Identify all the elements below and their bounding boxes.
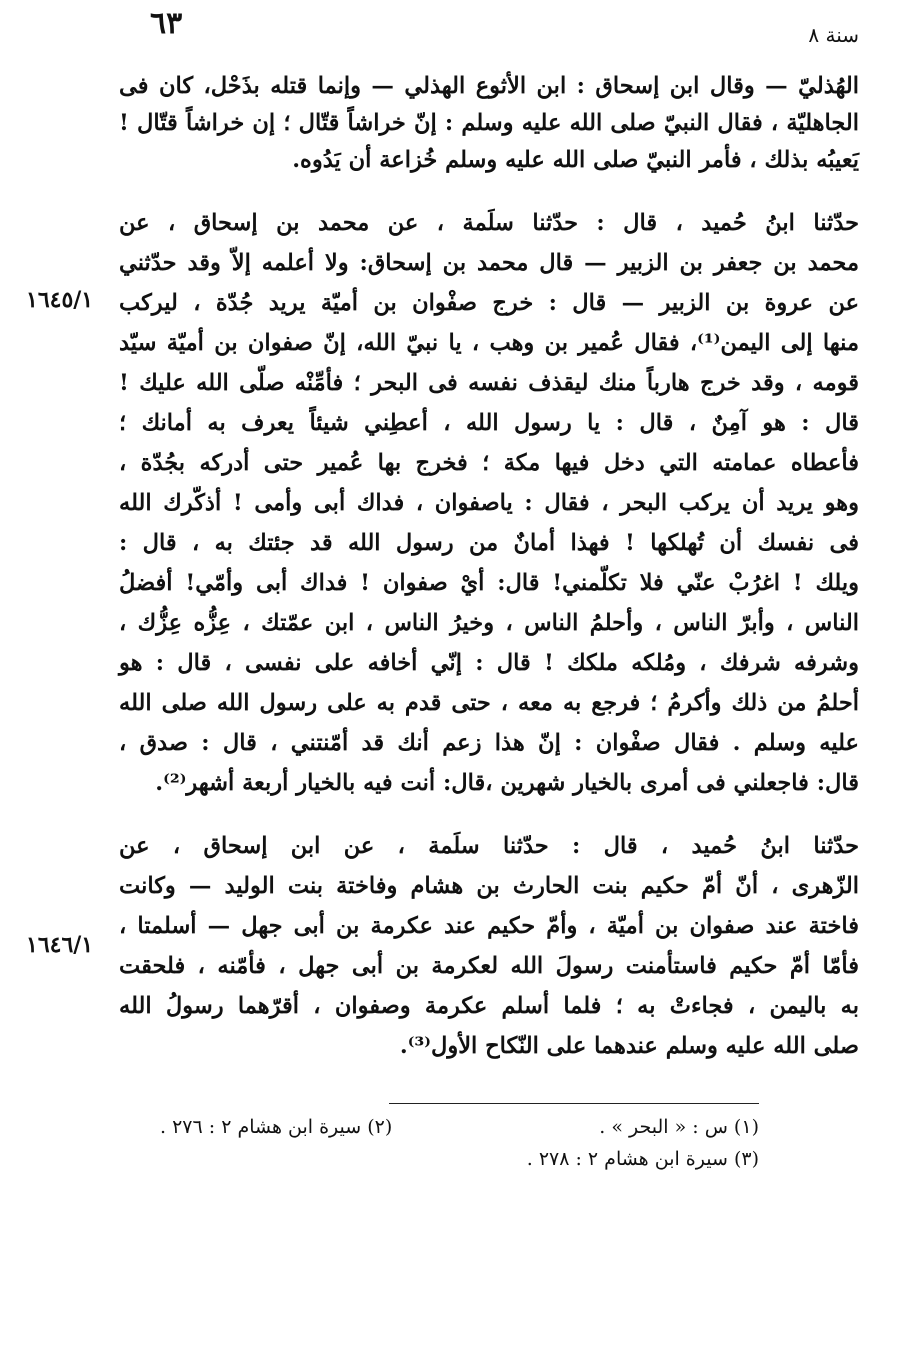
text-line: منها إلى اليمن⁽¹⁾، فقال عُمير بن وهب ، يا نبيّ الله، إنّ صفوان بن أميّة سيّد [119, 330, 859, 356]
text-line: عليه وسلم . فقال صفْوان : إنّ هذا زعم أنك قد أمّنتني ، قال : صدق ، [119, 730, 859, 756]
text-line: فى نفسك أن تُهلكها ! فهذا أمانٌ من رسول الله قد جئتك به ، قال : [119, 530, 859, 556]
text-line: فأعطاه عمامته التي دخل فيها مكة ؛ فخرج بها عُمير حتى أدركه بجُدّة ، [119, 450, 859, 476]
running-header-year: سنة ٨ [808, 23, 859, 47]
text-line: صلى الله عليه وسلم عندهما على النّكاح الأول⁽³⁾. [399, 1033, 859, 1059]
footnote: (٢) سيرة ابن هشام ٢ : ٢٧٦ . [160, 1116, 393, 1138]
margin-reference: ١٦٤٦/١ [26, 932, 94, 958]
text-line: الجاهليّة ، فقال النبيّ صلى الله عليه وسلم : إنّ خراشاً قتّال ؛ إن خراشاً قتّال ! [119, 110, 859, 136]
text-line: ويلك ! اغرُبْ عنّي فلا تكلّمني! قال: أيْ صفوان ! فداك أبى وأمّي! أفضلُ [119, 570, 859, 596]
text-line: به باليمن ، فجاءتْ به ؛ فلما أسلم عكرمة وصفوان ، أقرّهما رسولُ الله [119, 993, 859, 1019]
text-line: فاختة عند صفوان بن أميّة ، وأمّ حكيم عند عكرمة بن أبى جهل — أسلمتا ، [119, 913, 859, 939]
text-line: عن عروة بن الزبير — قال : خرج صفْوان بن أميّة يريد جُدّة ، ليركب [119, 290, 859, 316]
text-line: الهُذليّ — وقال ابن إسحاق : ابن الأثوع الهذلي — وإنما قتله بذَحْل، كان فى [119, 73, 859, 99]
text-line: الزّهرى ، أنّ أمّ حكيم بنت الحارث بن هشام وفاختة بنت الوليد — وكانت [119, 873, 859, 899]
text-line: وشرفه شرفك ، ومُلكه ملكك ! قال : إنّي أخافه على نفسى ، قال : هو [119, 650, 859, 676]
text-line: أحلمُ من ذلك وأكرمُ ؛ فرجع به معه ، حتى قدم به على رسول الله صلى الله [119, 690, 859, 716]
page-number: ٦٣ [150, 6, 183, 41]
margin-reference: ١٦٤٥/١ [26, 287, 94, 313]
text-line: وهو يريد أن يركب البحر ، فقال : ياصفوان ، فداك أبى وأمى ! أذكّرك الله [119, 490, 859, 516]
text-line: محمد بن جعفر بن الزبير — قال محمد بن إسحاق: ولا أعلمه إلاّ وقد حدّثني [119, 250, 859, 276]
footnote: (٣) سيرة ابن هشام ٢ : ٢٧٨ . [526, 1148, 759, 1170]
text-line: قومه ، وقد خرج هارباً منك ليقذف نفسه فى البحر ؛ فأمِّنْه صلّى الله عليك ! [119, 370, 859, 396]
text-line: حدّثنا ابنُ حُميد ، قال : حدّثنا سلَمة ، عن ابن إسحاق ، عن [119, 833, 859, 859]
footnote: (١) س : « البحر » . [599, 1116, 759, 1138]
footnote-rule [389, 1103, 759, 1104]
text-line: حدّثنا ابنُ حُميد ، قال : حدّثنا سلَمة ، عن محمد بن إسحاق ، عن [119, 210, 859, 236]
text-line: الناس ، وأبرّ الناس ، وأحلمُ الناس ، وخيرُ الناس ، ابن عمّتك ، عِزُّه عِزُّك ، [119, 610, 859, 636]
text-line: يَعيبُه بذلك ، فأمر النبيّ صلى الله عليه وسلم خُزاعة أن يَدُوه. [292, 147, 859, 173]
text-line: فأمّا أمّ حكيم فاستأمنت رسولَ الله لعكرمة بن أبى جهل ، فأمّنه ، فلحقت [119, 953, 859, 979]
text-line: قال : هو آمِنٌ ، قال : يا رسول الله ، أعطِني شيئاً يعرف به أمانك ؛ [119, 410, 859, 436]
text-line: قال: فاجعلني فى أمرى بالخيار شهرين ،قال: أنت فيه بالخيار أربعة أشهر⁽²⁾. [155, 770, 859, 796]
